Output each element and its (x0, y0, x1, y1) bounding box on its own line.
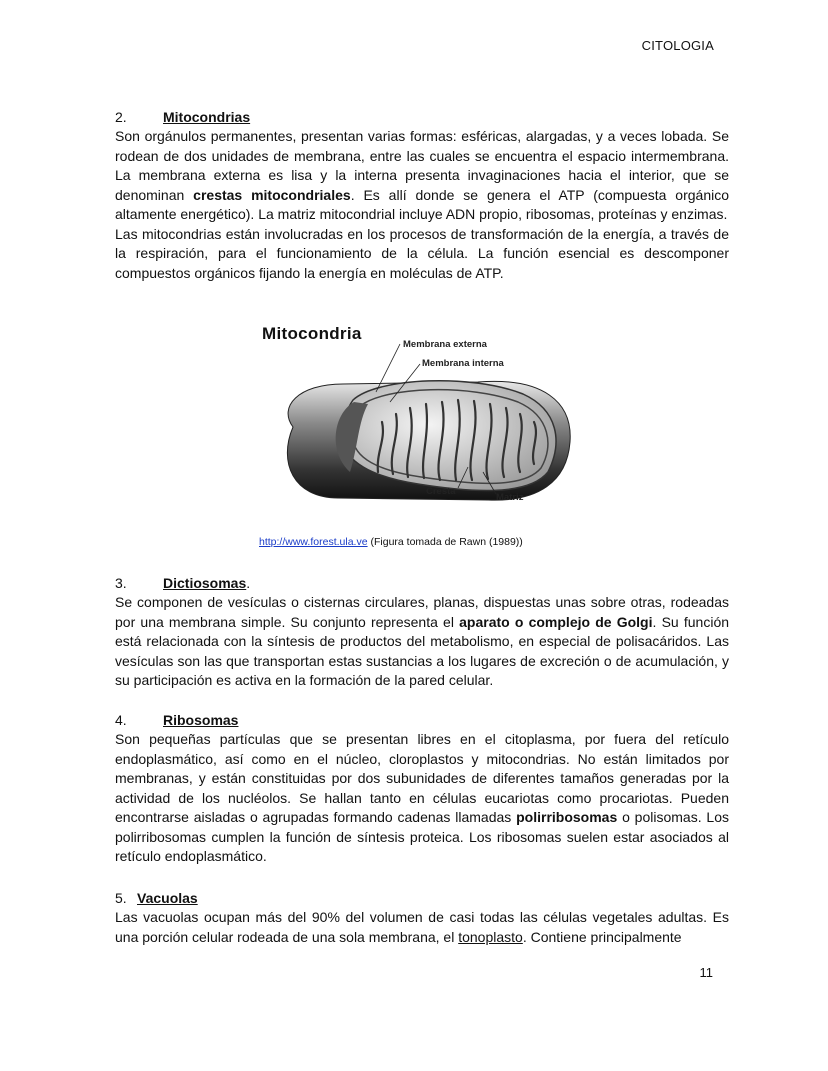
figure-caption (259, 536, 523, 548)
label-inner-membrane: Membrana interna (422, 358, 504, 369)
section-title: Dictiosomas (163, 575, 247, 591)
paragraph (115, 593, 729, 691)
text-run: Se componen de vesículas o cisternas circulares, planas, dispuestas unas sobre otras, rodeadas por una membrana simple. Su conjunto representa el (115, 594, 729, 630)
section-heading (115, 574, 729, 593)
mitochondria-illustration (258, 322, 578, 517)
text-run: . Su función está relacionada con la síntesis de productos del metabolismo, en especial de polisacáridos. Las vesículas son las que transportan estas sustancias a los lugares de excreción o de acumulación, y su participación es activa en la formación de la pared celular. (115, 613, 730, 688)
title-suffix: . (246, 575, 251, 591)
section-heading (115, 711, 729, 730)
mitochondria-figure (258, 322, 578, 517)
page-number: 11 (699, 965, 713, 980)
source-link[interactable]: http://www.forest.ula.ve (259, 536, 368, 548)
section-dictiosomas (115, 574, 729, 691)
bold-term: aparato o complejo de Golgi (459, 613, 653, 630)
paragraph (115, 730, 729, 867)
running-header: CITOLOGIA (641, 38, 714, 53)
text-run: o polisomas. Los polirribosomas cumplen la función de síntesis proteica. Los ribosomas suelen estar asociados al retículo endoplasmático. (115, 809, 729, 864)
section-title: Mitocondrias (163, 109, 251, 125)
paragraph (115, 127, 729, 225)
caption-text: (Figura tomada de Rawn (1989)) (367, 536, 523, 548)
text-run: Las vacuolas ocupan más del 90% del volumen de casi todas las células vegetales adultas. Es una porción celular rodeada de una sola membrana, el (115, 909, 729, 945)
paragraph: Las mitocondrias están involucradas en los procesos de transformación de la energía, a través de la respiración, para el funcionamiento de la célula. La función esencial es descomponer compuestos orgánicos fijando la energía en moléculas de ATP. (115, 225, 729, 281)
text-run: Son orgánulos permanentes, presentan varias formas: esféricas, alargadas, y a veces lobada. Se rodean de dos unidades de membrana, entre las cuales se encuentra el espacio intermembrana. La membrana externa es lisa y la interna presenta invaginaciones hacia el interior, que se denominan (115, 128, 729, 203)
section-title: Ribosomas (163, 712, 239, 728)
section-heading (115, 889, 729, 908)
figure-title: Mitocondria (262, 324, 362, 343)
section-vacuolas (115, 889, 729, 947)
text-run: . Es allí donde se genera el ATP (compuesta orgánico altamente energético). La matriz mitocondrial incluye ADN propio, ribosomas, proteínas y enzimas. (115, 186, 729, 222)
bold-term: crestas mitocondriales (193, 186, 351, 203)
section-number: 4. (115, 712, 127, 728)
section-ribosomas (115, 711, 729, 867)
section-title: Vacuolas (137, 890, 198, 906)
section-heading (115, 108, 729, 127)
underlined-term: tonoplasto (458, 928, 523, 945)
section-mitocondrias (115, 108, 729, 283)
text-run: . Contiene principalmente (522, 928, 682, 945)
text-run: Son pequeñas partículas que se presentan libres en el citoplasma, por fuera del retículo endoplasmático, así como en el núcleo, cloroplastos y mitocondrias. No están limitados por membranas, y están constituidas por dos subunidades de diferentes tamaños generadas por la actividad de los nucléolos. Se hallan tanto en células eucariotas como procariotas. Pueden encontrarse aisladas o agrupadas formando cadenas llamadas (115, 731, 729, 825)
section-number: 2. (115, 109, 127, 125)
label-crest: Cresta (426, 486, 456, 497)
label-matrix: Matriz (496, 492, 524, 503)
section-number: 5. (115, 890, 127, 906)
bold-term: polirribosomas (516, 809, 618, 825)
paragraph (115, 908, 729, 947)
label-outer-membrane: Membrana externa (403, 339, 487, 350)
section-number: 3. (115, 575, 127, 591)
